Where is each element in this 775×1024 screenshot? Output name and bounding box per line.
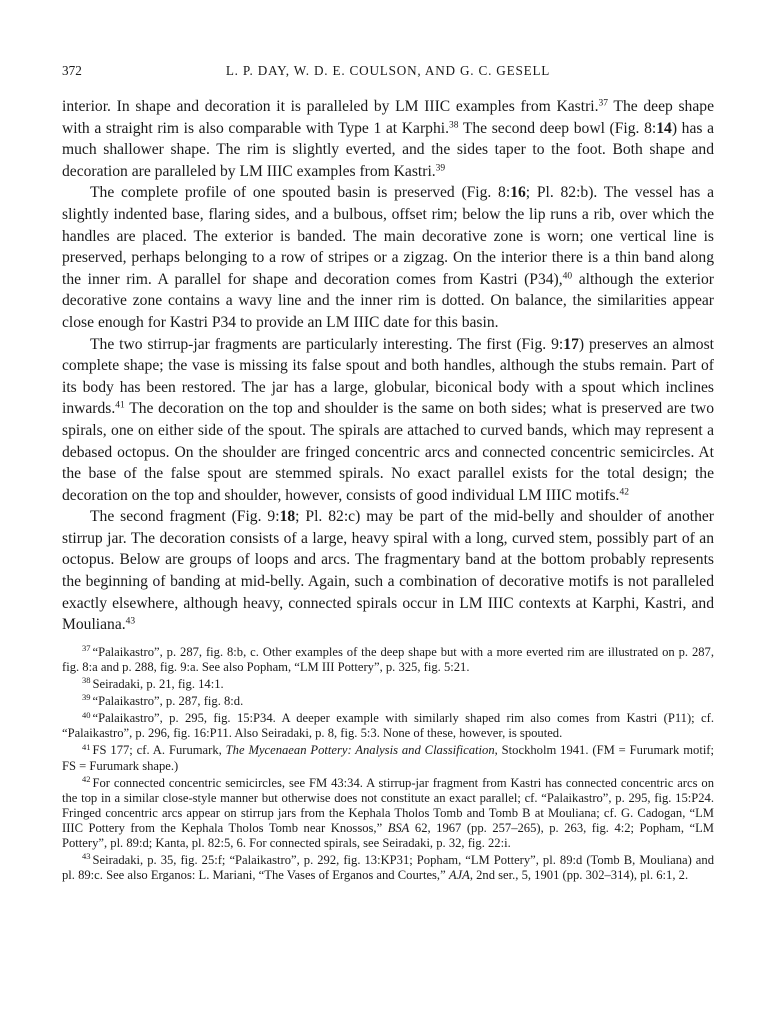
footnote-ref-38: 38 (448, 119, 459, 130)
footnote-number: 43 (82, 851, 91, 862)
footnote: $^{41}$ FS 177; cf. A. Furumark, The Mycenaean Pottery: Analysis and Classification, Stockholm 1941. (FM = Furumark motif; FS = Furumark shape.) (62, 741, 715, 773)
footnote-number: 39 (82, 692, 91, 703)
footnote: $^{42}$ For connected concentric semicircles, see FM 43:34. A stirrup-jar fragment from Kastri has connected concentric arcs on the top in a similar close-style manner but otherwise does not constitute an exact parallel; cf. “Palaikastro”, p. 295, fig. 15:P24. Fringed concentric arcs appear on stirrup jars from the Kephala Tholos Tomb and Tomb B at Mouliana; cf. G. Cadogan, “LM IIIC Pottery from the Kephala Tholos Tomb near Knossos,” BSA 62, 1967 (pp. 257–265), p. 263, fig. 4:2; Popham, “LM Pottery”, pl. 89:d; Kanta, pl. 82:5, 6. For connected spirals, see Seiradaki, p. 32, fig. 22:i. (62, 773, 714, 850)
footnote-number: 42 (82, 773, 91, 784)
footnote: $^{40}$ “Palaikastro”, p. 295, fig. 15:P34. A deeper example with similarly shaped rim also comes from Kastri (P11); cf. “Palaikastro”, p. 296, fig. 16:P11. Also Seiradaki, p. 8, fig. 5:3. None of these, however, is spouted. (62, 709, 714, 741)
book-title: The Mycenaean Pottery: Analysis and Classification (225, 743, 495, 758)
figure-number: 17 (563, 335, 579, 353)
figure-number: 16 (510, 184, 526, 202)
paragraph-3: The two stirrup-jar fragments are particularly interesting. The first (Fig. 9:17) preserves an almost complete shape; the vase is missing its false spout and both handles, although the stubs remain. Part of its body has been restored. The jar has a large, globular, biconical body with a spout which inclines inwards.$^{41}$ The decoration on the top and shoulder is the same on both sides; what is preserved are two spirals, one on either side of the spout. The spirals are attached to curved bands, which may represent a debased octopus. On the shoulder are fringed concentric arcs and connected concentric semicircles. At the base of the false spout are stemmed spirals. No exact parallel exists for the total design; the decoration on the top and shoulder, however, consists of good individual LM IIIC motifs.$^{42}$ (62, 335, 714, 504)
page (62, 58, 714, 1010)
footnote-ref-42: 42 (619, 487, 629, 497)
footnote-ref-40: 40 (562, 271, 573, 282)
footnote-ref-41: 41 (115, 400, 125, 411)
paragraph-1: interior. In shape and decoration it is paralleled by LM IIIC examples from Kastri.$^{37}$ The deep shape with a straight rim is also comparable with Type 1 at Karphi.$^{38}$ The second deep bowl (Fig. 8:14) has a much shallower shape. The rim is slightly everted, and the sides taper to the foot. Both shape and decoration are paralleled by LM IIIC examples from Kastri.$^{39}$ (62, 98, 714, 180)
footnote: $^{38}$ Seiradaki, p. 21, fig. 14:1. (82, 675, 224, 692)
footnote-number: 40 (82, 709, 91, 720)
paragraph-4: The second fragment (Fig. 9:18; Pl. 82:c) may be part of the mid-belly and shoulder of another stirrup jar. The decoration consists of a large, heavy spiral with a long, curved stem, possibly part of an octopus. Below are groups of loops and arcs. The fragmentary band at the bottom probably represents the beginning of banding at mid-belly. Again, such a combination of decorative motifs is not paralleled exactly elsewhere, although heavy, connected spirals occur in LM IIIC contexts at Karphi, Kastri, and Mouliana.$^{43}$ (62, 508, 714, 634)
journal-title: BSA (387, 820, 410, 835)
footnote-number: 41 (82, 741, 91, 752)
footnote-number: 38 (82, 675, 91, 686)
footnote-ref-39: 39 (435, 163, 446, 174)
figure-number: 18 (279, 508, 296, 526)
page-number: 372 (62, 63, 82, 78)
footnotes (62, 645, 714, 883)
footnote-number: 37 (82, 643, 91, 654)
footnote: $^{43}$ Seiradaki, p. 35, fig. 25:f; “Palaikastro”, p. 292, fig. 13:KP31; Popham, “LM Pottery”, pl. 89:d (Tomb B, Mouliana) and pl. 89:c. See also Erganos: L. Mariani, “The Vases of Erganos and Courtes,” AJA, 2nd ser., 5, 1901 (pp. 302–314), pl. 6:1, 2. (62, 851, 714, 883)
journal-title: AJA (448, 868, 470, 883)
running-head (62, 58, 714, 82)
footnote: $^{37}$ “Palaikastro”, p. 287, fig. 8:b, c. Other examples of the deep shape but with a more everted rim are illustrated on p. 287, fig. 8:a and p. 288, fig. 9:a. See also Popham, “LM III Pottery”, p. 325, fig. 5:21. (62, 643, 714, 674)
footnote-ref-37: 37 (598, 98, 608, 109)
running-title: L. P. DAY, W. D. E. COULSON, AND G. C. GESELL (225, 63, 551, 78)
paragraph-2: The complete profile of one spouted basin is preserved (Fig. 8:16; Pl. 82:b). The vessel has a slightly indented base, flaring sides, and a bulbous, offset rim; below the lip runs a rib, over which the handles are placed. The exterior is banded. The main decorative zone is worn; one vertical line is preserved, perhaps belonging to a row of stripes or a zigzag. On the interior there is a thin band along the inner rim. A parallel for shape and decoration comes from Kastri (P34),$^{40}$ although the exterior decorative zone contains a wavy line and the inner rim is dotted. On balance, the similarities appear close enough for Kastri P34 to provide an LM IIIC date for this basin. (62, 184, 714, 331)
footnote-ref-43: 43 (125, 616, 136, 627)
body-text (62, 96, 714, 636)
footnote: $^{39}$ “Palaikastro”, p. 287, fig. 8:d. (82, 692, 244, 709)
figure-number: 14 (656, 119, 672, 137)
